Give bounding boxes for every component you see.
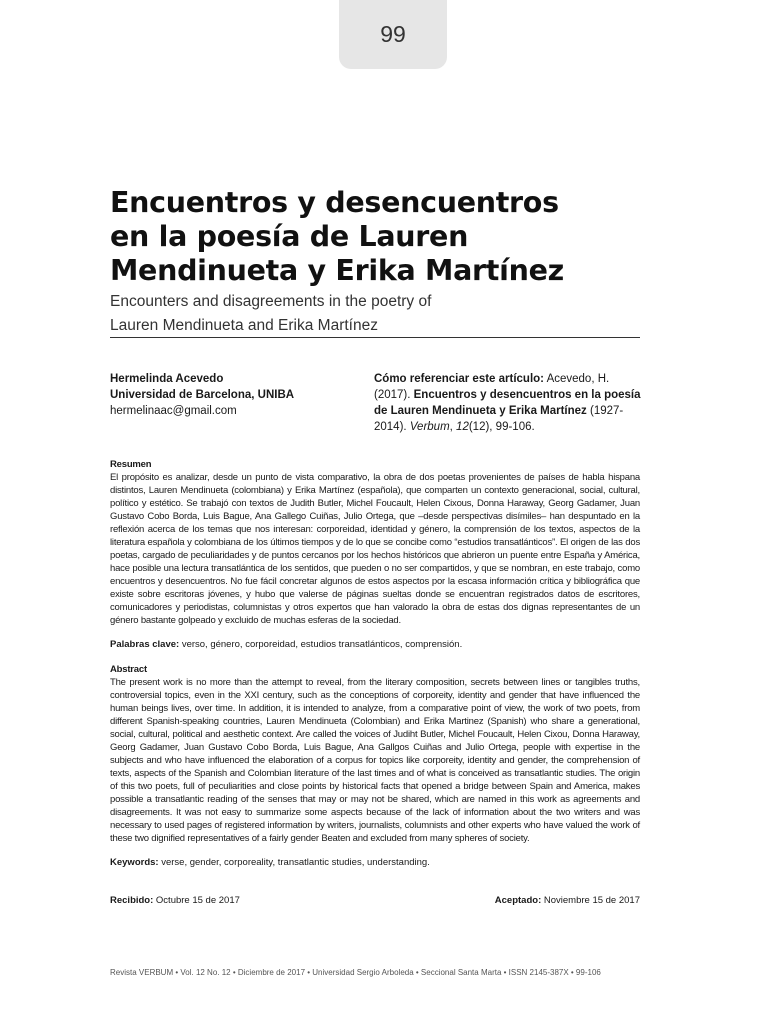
subtitle-line: Lauren Mendinueta and Erika Martínez <box>110 317 378 334</box>
resumen-heading: Resumen <box>110 459 152 470</box>
citation-article-title: Encuentros y desencuentros en la poesía de Lauren Mendinueta y Erika Martínez <box>374 389 641 417</box>
received-value: Octubre 15 de 2017 <box>153 895 240 906</box>
title-divider <box>110 337 640 338</box>
title-line: en la poesía de Lauren <box>110 220 469 253</box>
journal-footer: Revista VERBUM • Vol. 12 No. 12 • Diciembre de 2017 • Universidad Sergio Arboleda • Seccional Santa Marta • ISSN 2145-387X • 99-106 <box>110 968 601 977</box>
resumen-text: El propósito es analizar, desde un punto de vista comparativo, la obra de dos poetas provenientes de países de habla hispana distintos, Lauren Mendinueta (colombiana) y Erika Martínez (española), que comparten un contexto generacional, social, cultural, político y estético. Se trabajó con textos de Judith Butler, Michel Foucault, Helen Cixous, Donna Haraway, Georg Gadamer, Juan Gustavo Cobo Borda, Luis Bague, Ana Gallego Cuiñas, Julio Ortega, que –desde perspectivas disímiles– han despuntado en la reflexión acerca de los temas que nos interesan: corporeidad, identidad y género, la comprensión de los textos, aspectos de la literatura española y colombiana de los últimos tiempos y de lo que se concibe como “estudios transatlánticos”. El origen de las dos poetas, cargado de peculiaridades y de puntos cercanos por los hechos históricos que abrieron un puente entre España y América, hace posible una lectura transatlántica de los sentidos, que pueden o no ser compartidos, y que se nombran, en este trabajo, como encuentros y desencuentros. No fue fácil concretar algunos de estos aspectos por la escasa información crítica y bibliográfica que existe sobre escritoras jóvenes, y hubo que valerse de páginas sueltas donde se encuentran registrados datos de escritores, comunicadores y periodistas, columnistas y otros expertos que han valorado la obra de estas dos dignas representantes de un género bastante golpeado y excluido de muchas esferas de la sociedad. <box>110 472 640 626</box>
citation-label: Cómo referenciar este artículo: <box>374 373 545 385</box>
subtitle-line: Encounters and disagreements in the poetry of <box>110 293 432 310</box>
dates-row <box>110 894 640 907</box>
keywords <box>110 856 640 869</box>
page-number: 99 <box>380 21 406 47</box>
title-line: Encuentros y desencuentros <box>110 186 559 219</box>
author-affiliation: Universidad de Barcelona, UNIBA <box>110 389 295 401</box>
abstract-heading: Abstract <box>110 664 147 675</box>
keywords-label: Keywords: <box>110 857 159 868</box>
abstract-section <box>110 663 640 845</box>
citation-block <box>374 371 642 435</box>
citation-sep: , <box>449 421 457 433</box>
keywords-text: verse, gender, corporeality, transatlantic studies, understanding. <box>158 857 430 868</box>
abstract-text: The present work is no more than the attempt to reveal, from the literary composition, secrets between lines or tangibles truths, controversial topics, even in the XXI century, such as the conceptions of corporeity, identity and gender that have influenced the human beings lives, over time. In addition, it is intended to analyze, from a comparative point of view, the work of two poets, from different Spanish-speaking countries, Lauren Mendinueta (Colombian) and Erika Martinez (Spanish) who share a generational, social, cultural, political and aesthetic context. Are called the voices of Judiht Butler, Michel Foucault, Helen Cixou, Donna Haraway, Georg Gadamer, Juan Gustavo Cobo Borda, Luis Bague, Ana Gallgos Cuiñas and Julio Ortega, people with expertise in the subjects and who have influenced the elaboration of a corpus for topics like corporeity, identity and gender, the comprehension of texts, aspects of the Spanish and Colombian literature of the last times and of what is conceived as transatlantic studies. The origin of this two poets, full of peculiarities and close points by historical facts that opened a bridge between Spain and America, makes possible a transatlantic reading of the senses that may or may not be shared, which are named in this work as agreements and disagreements. It was not easy to summarize some aspects because of the lack of information about the two writers and was necessary to used pages of registered information by writers, journalists, columnists and other experts who have valued the work of these two dignified representatives of a fairly gender Beaten and excluded from many spheres of society. <box>110 677 640 844</box>
accepted-label: Aceptado: <box>494 895 542 906</box>
palabras-clave <box>110 638 640 651</box>
palabras-clave-label: Palabras clave: <box>110 639 180 650</box>
author-name: Hermelinda Acevedo <box>110 373 224 385</box>
received-date <box>110 894 240 907</box>
author-block <box>110 371 360 419</box>
article-title <box>110 186 650 288</box>
citation-years: (1927-2014). <box>374 405 624 433</box>
citation-authors: Acevedo, H. (2017). <box>374 373 610 401</box>
author-email[interactable]: hermelinaac@gmail.com <box>110 405 237 417</box>
resumen-section <box>110 458 640 627</box>
citation-issue-pages: (12), 99-106. <box>468 421 535 433</box>
accepted-value: Noviembre 15 de 2017 <box>541 895 640 906</box>
article-subtitle <box>110 290 650 338</box>
palabras-clave-text: verso, género, corporeidad, estudios transatlánticos, comprensión. <box>179 639 463 650</box>
title-line: Mendinueta y Erika Martínez <box>110 254 564 287</box>
accepted-date <box>495 894 640 907</box>
citation-volume: 12 <box>456 421 469 433</box>
page-number-tab <box>339 0 447 69</box>
received-label: Recibido: <box>110 895 154 906</box>
citation-journal: Verbum <box>409 421 450 433</box>
